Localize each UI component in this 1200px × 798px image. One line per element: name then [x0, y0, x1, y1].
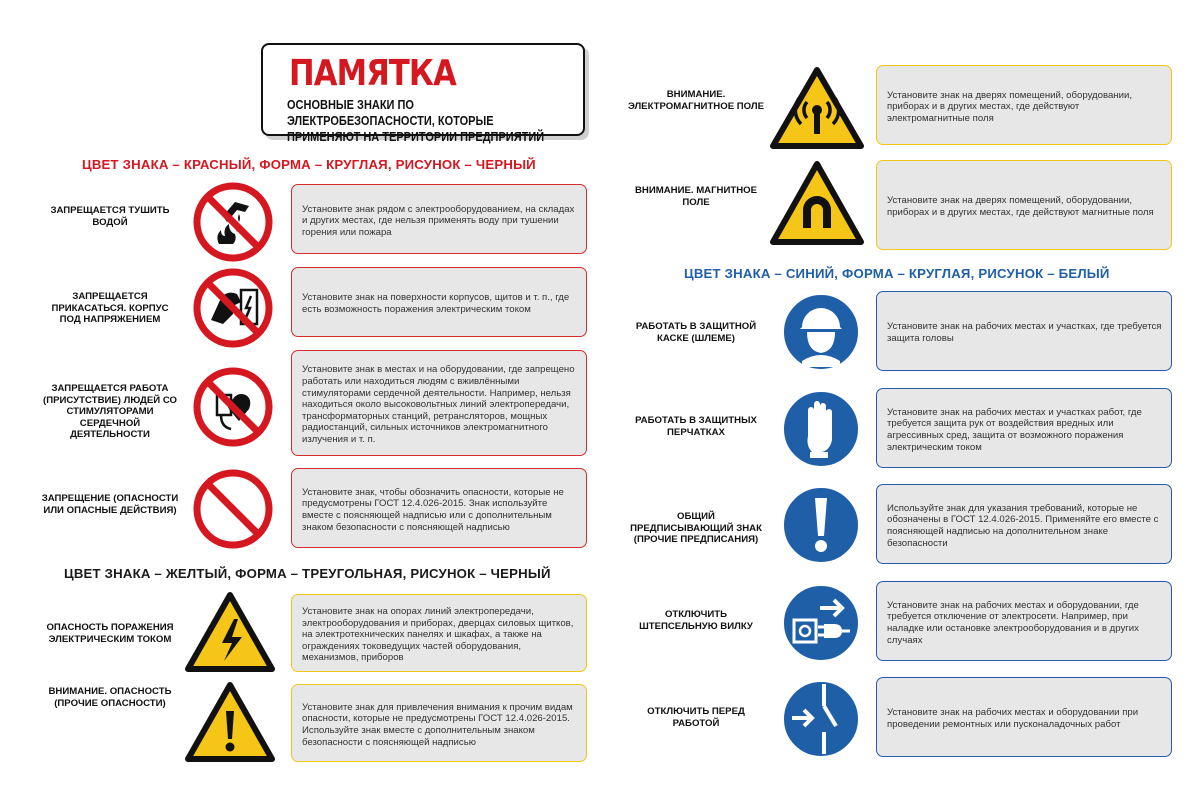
prohibition-icon	[193, 469, 273, 549]
yellow-item-3-description: Установите знак на дверях помещений, оборудовании, приборах и в других местах, где действуют магнитные поля	[876, 160, 1172, 250]
unplug-icon	[780, 582, 862, 664]
magnetic-field-icon	[769, 160, 865, 246]
red-item-0-description: Установите знак рядом с электрооборудованием, на складах и других местах, где нельзя применять воду при тушении горения или пожара	[291, 184, 587, 254]
page-subtitle: ОСНОВНЫЕ ЗНАКИ ПО ЭЛЕКТРОБЕЗОПАСНОСТИ, КОТОРЫЕ ПРИМЕНЯЮТ НА ТЕРРИТОРИИ ПРЕДПРИЯТИЙ	[287, 98, 545, 144]
blue-item-2-label: ОБЩИЙ ПРЕДПИСЫВАЮЩИЙ ЗНАК (ПРОЧИЕ ПРЕДПИСАНИЯ)	[630, 511, 762, 545]
red-item-3-description: Установите знак, чтобы обозначить опасности, которые не предусмотрены ГОСТ 12.4.026-2015. Знак используйте вместе с поясняющей надписью или с дополнительным знаком безопасности с поясняющей надписью	[291, 468, 587, 548]
red-section-heading: ЦВЕТ ЗНАКА – КРАСНЫЙ, ФОРМА – КРУГЛАЯ, РИСУНОК – ЧЕРНЫЙ	[82, 157, 536, 172]
disconnect-icon	[780, 678, 862, 760]
yellow-section-heading: ЦВЕТ ЗНАКА – ЖЕЛТЫЙ, ФОРМА – ТРЕУГОЛЬНАЯ, РИСУНОК – ЧЕРНЫЙ	[64, 566, 551, 581]
red-item-3-label: ЗАПРЕЩЕНИЕ (ОПАСНОСТИ ИЛИ ОПАСНЫЕ ДЕЙСТВИЯ)	[41, 493, 179, 516]
no-touch-live-icon	[193, 268, 273, 348]
title-box	[261, 43, 585, 144]
blue-item-4-description: Установите знак на рабочих местах и оборудовании при проведении ремонтных или пусконаладочных работ	[876, 677, 1172, 757]
gloves-icon	[780, 388, 862, 470]
exclamation-icon	[780, 484, 862, 566]
blue-item-0-label: РАБОТАТЬ В ЗАЩИТНОЙ КАСКЕ (ШЛЕМЕ)	[635, 321, 757, 344]
red-item-1-description: Установите знак на поверхности корпусов, щитов и т. п., где есть возможность поражения электрическим током	[291, 267, 587, 337]
blue-item-3-description: Установите знак на рабочих местах и оборудовании, где требуется отключение от электросети. Например, при наладке или остановке электрооборудования и в других случаях	[876, 581, 1172, 661]
page-title: ПАМЯТКА	[289, 53, 456, 94]
yellow-item-2-description: Установите знак на дверях помещений, оборудовании, приборах и в других местах, где действуют электромагнитные поля	[876, 65, 1172, 145]
general-warning-icon	[184, 681, 276, 763]
blue-item-2-description: Используйте знак для указания требований, которые не обозначены в ГОСТ 12.4.026-2015. Применяйте его вместе с поясняющей надписью на дополнительном знаке безопасности	[876, 484, 1172, 564]
yellow-item-3-label: ВНИМАНИЕ. МАГНИТНОЕ ПОЛЕ	[634, 185, 758, 208]
blue-section-heading: ЦВЕТ ЗНАКА – СИНИЙ, ФОРМА – КРУГЛАЯ, РИСУНОК – БЕЛЫЙ	[684, 266, 1110, 281]
red-item-2-description: Установите знак в местах и на оборудовании, где запрещено работать или находиться людям с вживлёнными стимуляторами сердечной деятельности. Например, нельзя находиться около высоковольтных линий электропередачи, трансформаторных станций, ретрансляторов, мощных радиостанций, сильных источников электромагнитного излучения и т. п.	[291, 350, 587, 456]
helmet-icon	[780, 291, 862, 373]
electromagnetic-field-icon	[769, 66, 865, 150]
red-item-0-label: ЗАПРЕЩАЕТСЯ ТУШИТЬ ВОДОЙ	[50, 205, 170, 228]
yellow-item-1-label: ВНИМАНИЕ. ОПАСНОСТЬ (ПРОЧИЕ ОПАСНОСТИ)	[48, 686, 172, 709]
blue-item-1-label: РАБОТАТЬ В ЗАЩИТНЫХ ПЕРЧАТКАХ	[635, 415, 757, 438]
yellow-item-0-label: ОПАСНОСТЬ ПОРАЖЕНИЯ ЭЛЕКТРИЧЕСКИМ ТОКОМ	[46, 622, 174, 645]
yellow-item-1-description: Установите знак для привлечения внимания к прочим видам опасности, которые не предусмотрены ГОСТ 12.4.026-2015. Используйте знак вместе с дополнительным знаком безопасности с поясняющей надписью	[291, 684, 587, 762]
yellow-item-0-description: Установите знак на опорах линий электропередачи, электрооборудования и приборах, дверцах силовых щитков, на электротехнических панелях и шкафах, а также на ограждениях токоведущих частей оборудования, механизмов, приборов	[291, 594, 587, 672]
blue-item-4-label: ОТКЛЮЧИТЬ ПЕРЕД РАБОТОЙ	[647, 706, 745, 729]
yellow-item-2-label: ВНИМАНИЕ. ЭЛЕКТРОМАГНИТНОЕ ПОЛЕ	[627, 89, 765, 112]
blue-item-1-description: Установите знак на рабочих местах и участках работ, где требуется защита рук от воздействия вредных или агрессивных сред, защита от возможного поражения электрическим током	[876, 388, 1172, 468]
red-item-2-label: ЗАПРЕЩАЕТСЯ РАБОТА (ПРИСУТСТВИЕ) ЛЮДЕЙ СО СТИМУЛЯТОРАМИ СЕРДЕЧНОЙ ДЕЯТЕЛЬНОСТИ	[43, 383, 177, 440]
blue-item-3-label: ОТКЛЮЧИТЬ ШТЕПСЕЛЬНУЮ ВИЛКУ	[639, 609, 753, 632]
red-item-1-label: ЗАПРЕЩАЕТСЯ ПРИКАСАТЬСЯ. КОРПУС ПОД НАПРЯЖЕНИЕМ	[51, 291, 169, 325]
no-water-extinguishing-icon	[193, 182, 273, 262]
no-pacemaker-icon	[193, 367, 273, 447]
blue-item-0-description: Установите знак на рабочих местах и участках, где требуется защита головы	[876, 291, 1172, 371]
electric-shock-warning-icon	[184, 591, 276, 673]
